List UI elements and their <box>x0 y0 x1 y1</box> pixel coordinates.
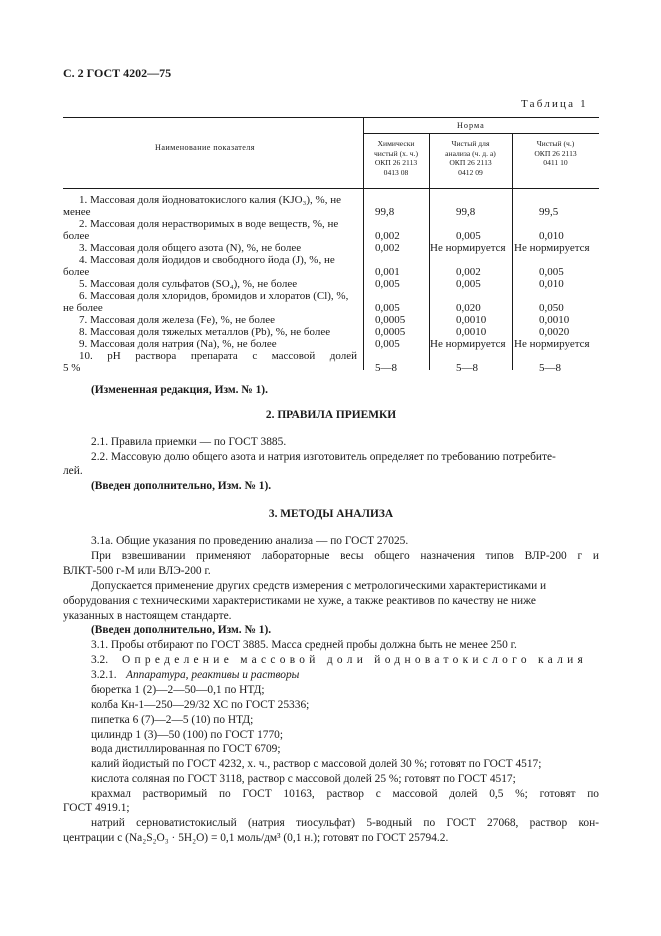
section-3-line-3: ВЛКТ-500 г-М или ВЛЭ-200 г. <box>63 565 211 577</box>
list-item: вода дистиллированная по ГОСТ 6709; <box>91 743 281 755</box>
row-1-chda: 99,8 <box>456 206 476 218</box>
grade-header-chda: Чистый для анализа (ч. д. а) ОКП 26 2113 0412 09 <box>445 139 496 177</box>
section-3-line-6: указанных в настоящем стандарте. <box>63 610 232 622</box>
section-2-p2: 2.2. Массовую долю общего азота и натрия изготовитель определяет по требованию потребите- <box>91 451 556 463</box>
row-9-chda: Не нормируется <box>430 338 506 350</box>
row-6-hch: 0,005 <box>375 302 400 314</box>
section-3-2-number: 3.2. <box>91 654 109 666</box>
row-4-hch: 0,001 <box>375 266 400 278</box>
amendment-note-1: (Измененная редакция, Изм. № 1). <box>91 384 268 396</box>
page-header: С. 2 ГОСТ 4202—75 <box>63 66 172 80</box>
row-5-hch: 0,005 <box>375 278 400 290</box>
row-10-label-cont: 5 % <box>63 362 81 374</box>
row-3-ch: Не нормируется <box>514 242 590 254</box>
section-3-line-1: 3.1а. Общие указания по проведению анализа — по ГОСТ 27025. <box>91 535 409 547</box>
row-9-label: 9. Массовая доля натрия (Na), %, не более <box>79 338 277 350</box>
row-1-ch: 99,5 <box>539 206 559 218</box>
table-caption: Таблица 1 <box>521 98 588 110</box>
list-item-cont: ГОСТ 4919.1; <box>63 802 130 814</box>
row-3-label: 3. Массовая доля общего азота (N), %, не более <box>79 242 302 254</box>
section-3-2-1-number: 3.2.1. <box>91 669 117 681</box>
row-2-label-cont: более <box>63 230 90 242</box>
section-2-p2-cont: лей. <box>63 465 83 477</box>
row-6-chda: 0,020 <box>456 302 481 314</box>
table-top-rule <box>63 117 599 118</box>
indicator-column-header: Наименование показателя <box>155 143 255 152</box>
row-10-chda: 5—8 <box>456 362 478 374</box>
row-8-label: 8. Массовая доля тяжелых металлов (Pb), %, не более <box>79 326 331 338</box>
row-2-label: 2. Массовая доля нерастворимых в воде веществ, %, не <box>79 218 339 230</box>
section-3-2-1-heading: Аппаратура, реактивы и растворы <box>126 669 300 681</box>
row-1-label-cont: менее <box>63 206 91 218</box>
list-item-cont: центрации c (Na₂S₂O₃ · 5H₂O) = 0,1 моль/дм³ (0,1 н.); готовят по ГОСТ 25794.2. <box>63 832 449 844</box>
section-2-title: 2. ПРАВИЛА ПРИЕМКИ <box>265 409 397 421</box>
row-6-label: 6. Массовая доля хлоридов, бромидов и хлоратов (Cl), %, <box>79 290 349 302</box>
section-3-line-7: 3.1. Пробы отбирают по ГОСТ 3885. Масса средней пробы должна быть не менее 250 г. <box>91 639 517 651</box>
amendment-note-3: (Введен дополнительно, Изм. № 1). <box>91 624 272 636</box>
row-8-chda: 0,0010 <box>456 326 487 338</box>
section-3-title: 3. МЕТОДЫ АНАЛИЗА <box>268 508 394 520</box>
row-6-label-cont: не более <box>63 302 103 314</box>
row-2-ch: 0,010 <box>539 230 564 242</box>
list-item: крахмал растворимый по ГОСТ 10163, раствор с массовой долей 0,5 %; готовят по <box>91 788 599 800</box>
row-4-chda: 0,002 <box>456 266 481 278</box>
list-item: колба Кн-1—250—29/32 ХС по ГОСТ 25336; <box>91 699 310 711</box>
row-9-hch: 0,005 <box>375 338 400 350</box>
amendment-note-2: (Введен дополнительно, Изм. № 1). <box>91 480 272 492</box>
row-1-hch: 99,8 <box>375 206 395 218</box>
row-6-ch: 0,050 <box>539 302 564 314</box>
row-7-label: 7. Массовая доля железа (Fe), %, не более <box>79 314 275 326</box>
list-item: кислота соляная по ГОСТ 3118, раствор с массовой долей 25 %; готовят по ГОСТ 4517; <box>91 773 516 785</box>
row-3-chda: Не нормируется <box>430 242 506 254</box>
section-3-line-4: Допускается применение других средств измерения с метрологическими характеристиками и <box>91 580 547 592</box>
row-5-ch: 0,010 <box>539 278 564 290</box>
section-3-line-5: оборудования с техническими характеристиками не хуже, а также реактивов по качеству не ниже <box>63 595 536 607</box>
row-4-ch: 0,005 <box>539 266 564 278</box>
row-10-ch: 5—8 <box>539 362 561 374</box>
section-2-p1: 2.1. Правила приемки — по ГОСТ 3885. <box>91 436 287 448</box>
list-item: пипетка 6 (7)—2—5 (10) по НТД; <box>91 714 254 726</box>
section-3-2-heading: Определение массовой доли йодноватокислого калия <box>122 654 588 666</box>
row-3-hch: 0,002 <box>375 242 400 254</box>
row-8-ch: 0,0020 <box>539 326 570 338</box>
col-divider-3 <box>512 133 513 370</box>
norma-header: Норма <box>457 121 485 130</box>
row-5-label: 5. Массовая доля сульфатов (SO₄), %, не более <box>79 278 298 290</box>
row-2-hch: 0,002 <box>375 230 400 242</box>
list-item: бюретка 1 (2)—2—50—0,1 по НТД; <box>91 684 265 696</box>
row-10-hch: 5—8 <box>375 362 397 374</box>
section-3-line-2: При взвешивании применяют лабораторные весы общего назначения типов ВЛР-200 г и <box>91 550 599 562</box>
row-7-chda: 0,0010 <box>456 314 487 326</box>
row-10-label: 10. pH раствора препарата с массовой долей <box>79 350 357 362</box>
grade-header-hch: Химически чистый (х. ч.) ОКП 26 2113 0413 08 <box>373 139 418 177</box>
row-7-ch: 0,0010 <box>539 314 570 326</box>
row-2-chda: 0,005 <box>456 230 481 242</box>
row-8-hch: 0,0005 <box>375 326 406 338</box>
list-item: натрий серноватистокислый (натрия тиосульфат) 5-водный по ГОСТ 27068, раствор кон- <box>91 817 599 829</box>
row-7-hch: 0,0005 <box>375 314 406 326</box>
row-1-label: 1. Массовая доля йодноватокислого калия (KJO₃), %, не <box>79 194 341 206</box>
list-item: калий йодистый по ГОСТ 4232, х. ч., раствор с массовой долей 30 %; готовят по ГОСТ 4517; <box>91 758 542 770</box>
row-5-chda: 0,005 <box>456 278 481 290</box>
header-bottom-rule <box>63 188 599 189</box>
norma-rule <box>363 133 599 134</box>
row-4-label: 4. Массовая доля йодидов и свободного йода (J), %, не <box>79 254 335 266</box>
grade-header-ch: Чистый (ч.) ОКП 26 2113 0411 10 <box>534 139 577 167</box>
row-9-ch: Не нормируется <box>514 338 590 350</box>
row-4-label-cont: более <box>63 266 90 278</box>
list-item: цилиндр 1 (3)—50 (100) по ГОСТ 1770; <box>91 729 284 741</box>
